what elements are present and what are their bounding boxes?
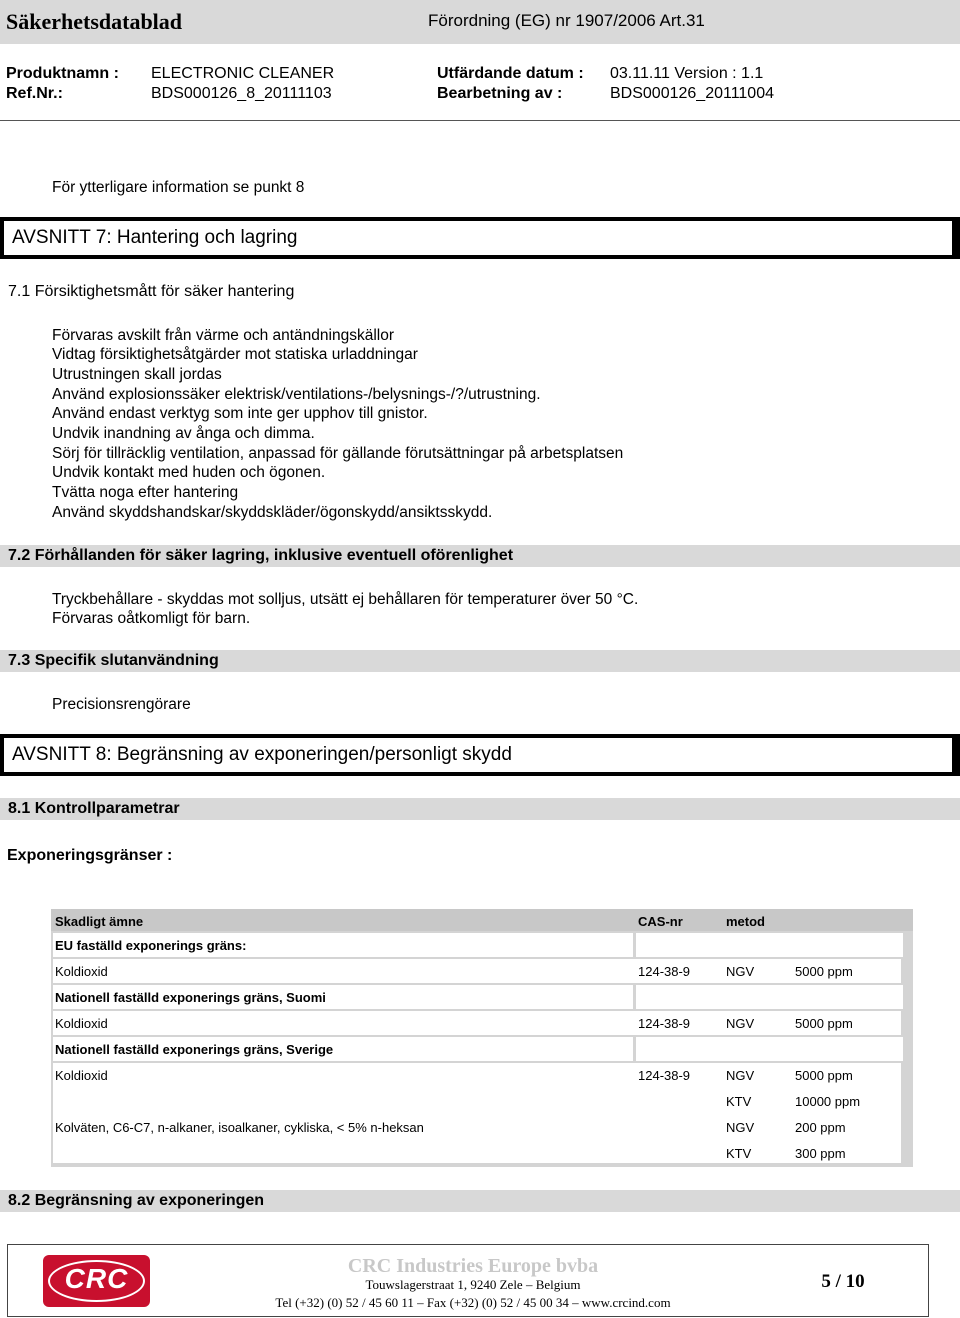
method-cell: NGV bbox=[726, 1016, 755, 1031]
storage-line: Tryckbehållare - skyddas mot solljus, utsätt ej behållaren för temperaturer över 50 °C. bbox=[52, 591, 639, 608]
value-cell: 5000 ppm bbox=[795, 1068, 853, 1083]
method-cell: KTV bbox=[726, 1094, 752, 1109]
subsection-8-2-header bbox=[0, 1190, 960, 1212]
subsection-8-1-header bbox=[0, 798, 960, 820]
section-8-header bbox=[0, 734, 960, 776]
regulation-reference: Förordning (EG) nr 1907/2006 Art.31 bbox=[428, 11, 705, 30]
cas-cell: 124-38-9 bbox=[638, 1068, 691, 1083]
table-group-label: EU faställd exponerings gräns: bbox=[55, 938, 247, 953]
document-title: Säkerhetsdatablad bbox=[6, 9, 183, 34]
column-header-substance: Skadligt ämne bbox=[55, 914, 144, 929]
company-contact: Tel (+32) (0) 52 / 45 60 11 – Fax (+32) (0) 52 / 45 00 34 – www.crcind.com bbox=[275, 1295, 671, 1310]
handling-line: Undvik inandning av ånga och dimma. bbox=[52, 425, 315, 442]
subsection-7-1-header bbox=[0, 281, 960, 303]
subsection-7-3-header bbox=[0, 650, 960, 672]
value-cell: 300 ppm bbox=[795, 1146, 846, 1161]
product-name-value: ELECTRONIC CLEANER bbox=[151, 65, 335, 82]
subsection-7-2-header bbox=[0, 545, 960, 567]
method-cell: NGV bbox=[726, 964, 755, 979]
handling-line: Utrustningen skall jordas bbox=[52, 366, 222, 383]
substance-cell: Koldioxid bbox=[55, 1016, 108, 1031]
header-divider bbox=[0, 120, 960, 121]
column-header-cas: CAS-nr bbox=[638, 914, 683, 929]
handling-line: Förvaras avskilt från värme och antändningskällor bbox=[52, 327, 395, 344]
substance-cell: Koldioxid bbox=[55, 1068, 108, 1083]
method-cell: NGV bbox=[726, 1120, 755, 1135]
subsection-8-1-title: 8.1 Kontrollparametrar bbox=[8, 800, 180, 817]
cas-cell: 124-38-9 bbox=[638, 1016, 691, 1031]
subsection-8-2-title: 8.2 Begränsning av exponeringen bbox=[8, 1192, 265, 1209]
page-number: 5 / 10 bbox=[821, 1271, 865, 1292]
section-7-title: AVSNITT 7: Hantering och lagring bbox=[12, 227, 298, 248]
cas-cell: 124-38-9 bbox=[638, 964, 691, 979]
substance-cell: Koldioxid bbox=[55, 964, 108, 979]
table-header-row bbox=[51, 909, 913, 931]
footer bbox=[7, 1244, 929, 1317]
company-address: Touwslagerstraat 1, 9240 Zele – Belgium bbox=[365, 1277, 581, 1292]
exposure-limits-heading: Exponeringsgränser : bbox=[7, 847, 173, 864]
handling-line: Använd explosionssäker elektrisk/ventilations-/belysnings-/?/utrustning. bbox=[52, 386, 541, 403]
method-cell: NGV bbox=[726, 1068, 755, 1083]
subsection-7-1-title: 7.1 Försiktighetsmått för säker hantering bbox=[8, 283, 295, 300]
handling-line: Tvätta noga efter hantering bbox=[52, 484, 239, 501]
subsection-7-2-title: 7.2 Förhållanden för säker lagring, inklusive eventuell oförenlighet bbox=[8, 547, 514, 564]
issue-date-value: 03.11.11 Version : 1.1 bbox=[610, 65, 764, 82]
value-cell: 10000 ppm bbox=[795, 1094, 861, 1109]
method-cell: KTV bbox=[726, 1146, 752, 1161]
substance-cell: Kolväten, C6-C7, n-alkaner, isoalkaner, cykliska, < 5% n-heksan bbox=[55, 1120, 424, 1135]
specific-use-text: Precisionsrengörare bbox=[52, 696, 191, 713]
crc-logo bbox=[43, 1255, 150, 1307]
table-group-label: Nationell faställd exponerings gräns, Suomi bbox=[55, 990, 326, 1005]
ref-number-value: BDS000126_8_20111103 bbox=[151, 85, 332, 102]
intro-note: För ytterligare information se punkt 8 bbox=[52, 179, 305, 196]
company-name: CRC Industries Europe bvba bbox=[347, 1255, 599, 1277]
handling-line: Undvik kontakt med huden och ögonen. bbox=[52, 464, 326, 481]
column-header-method: metod bbox=[726, 914, 765, 929]
table-group-label: Nationell faställd exponerings gräns, Sverige bbox=[55, 1042, 334, 1057]
subsection-7-3-title: 7.3 Specifik slutanvändning bbox=[8, 652, 219, 669]
revision-label: Bearbetning av : bbox=[437, 85, 563, 102]
exposure-limits-table bbox=[51, 909, 913, 1167]
issue-date-label: Utfärdande datum : bbox=[437, 65, 584, 82]
value-cell: 5000 ppm bbox=[795, 1016, 853, 1031]
handling-line: Använd endast verktyg som inte ger upphov till gnistor. bbox=[52, 405, 428, 422]
ref-number-label: Ref.Nr.: bbox=[6, 85, 63, 102]
revision-value: BDS000126_20111004 bbox=[610, 85, 774, 102]
product-name-label: Produktnamn : bbox=[6, 65, 119, 82]
section-7-header bbox=[0, 217, 960, 259]
handling-line: Sörj för tillräcklig ventilation, anpassad för gällande förutsättningar på arbetsplatsen bbox=[52, 445, 624, 462]
value-cell: 5000 ppm bbox=[795, 964, 853, 979]
storage-line: Förvaras oåtkomligt för barn. bbox=[52, 610, 251, 627]
value-cell: 200 ppm bbox=[795, 1120, 846, 1135]
section-8-title: AVSNITT 8: Begränsning av exponeringen/personligt skydd bbox=[12, 744, 512, 765]
handling-line: Vidtag försiktighetsåtgärder mot statiska urladdningar bbox=[52, 346, 418, 363]
handling-line: Använd skyddshandskar/skyddskläder/ögonskydd/ansiktsskydd. bbox=[52, 504, 493, 521]
logo-text: CRC bbox=[64, 1263, 129, 1294]
